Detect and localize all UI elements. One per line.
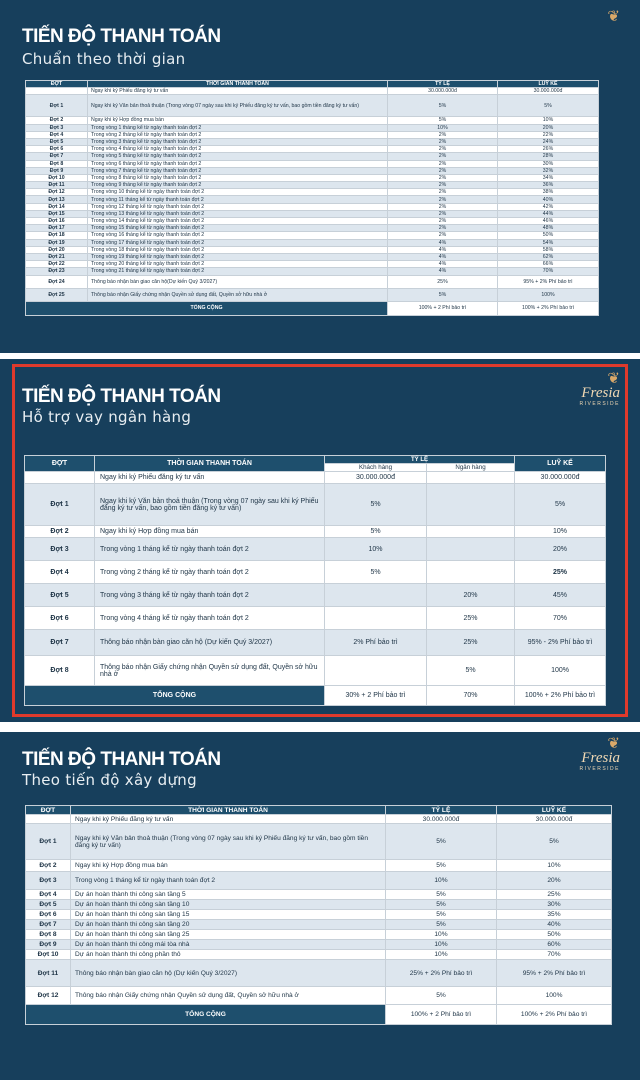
cell-rate: 10% — [386, 872, 497, 890]
cell-rate: 2% — [388, 160, 498, 167]
cell-time: Trong vòng 12 tháng kể từ ngày thanh toán đợt 2 — [88, 203, 388, 210]
table-row — [26, 860, 612, 872]
total-bank: 70% — [427, 686, 515, 706]
cell-rate: 5% — [386, 920, 497, 930]
table-row — [26, 920, 612, 930]
cell-time: Trong vòng 9 tháng kể từ ngày thanh toán đợt 2 — [88, 182, 388, 189]
cell-cumulative: 10% — [498, 117, 599, 124]
cell-rate: 5% — [386, 860, 497, 872]
cell-rate: 4% — [388, 239, 498, 246]
cell-customer: 30.000.000đ — [325, 472, 427, 484]
table-row — [26, 131, 599, 138]
table-row — [26, 210, 599, 217]
cell-time: Thông báo nhận Giấy chứng nhận Quyền sử dụng đất, Quyền sở hữu nhà ở — [71, 987, 386, 1005]
cell-dot: Đợt 6 — [26, 910, 71, 920]
cell-dot: Đợt 17 — [26, 225, 88, 232]
table-row — [26, 189, 599, 196]
section1-subtitle: Chuẩn theo thời gian — [22, 50, 186, 68]
table-row — [26, 95, 599, 117]
table-row — [26, 160, 599, 167]
table-row — [26, 987, 612, 1005]
cell-time: Dự án hoàn thành thi công phần thô — [71, 950, 386, 960]
cell-cumulative: 34% — [498, 174, 599, 181]
cell-cumulative: 5% — [515, 484, 606, 526]
table-row — [26, 950, 612, 960]
section-time-based — [0, 0, 640, 350]
cell-rate: 30.000.000đ — [386, 815, 497, 824]
cell-dot: Đợt 10 — [26, 174, 88, 181]
cell-cumulative: 54% — [498, 239, 599, 246]
cell-cumulative: 38% — [498, 189, 599, 196]
cell-time: Trong vòng 11 tháng kể từ ngày thanh toán đợt 2 — [88, 196, 388, 203]
cell-dot: Đợt 11 — [26, 960, 71, 987]
cell-rate: 4% — [388, 268, 498, 275]
table-row — [26, 203, 599, 210]
table-row — [26, 253, 599, 260]
table-row — [26, 174, 599, 181]
cell-time: Thông báo nhận bàn giao căn hộ (Dự kiến Quý 3/2027) — [95, 630, 325, 656]
cell-rate: 30.000.000đ — [388, 88, 498, 95]
cell-rate: 2% — [388, 210, 498, 217]
cell-cumulative: 50% — [498, 232, 599, 239]
cell-time: Ngay khi ký Văn bản thoả thuận (Trong vòng 07 ngày sau khi ký Phiếu đăng ký tư vấn, bao gồm tiền đăng ký tư vấn) — [71, 824, 386, 860]
total-cumulative: 100% + 2% Phí bảo trì — [498, 301, 599, 315]
cell-dot: Đợt 25 — [26, 288, 88, 301]
col-header-cumulative: LUỸ KẾ — [498, 81, 599, 88]
cell-dot: Đợt 22 — [26, 261, 88, 268]
cell-rate: 10% — [388, 124, 498, 131]
table-row — [26, 890, 612, 900]
brand-logo-icon: ❦ — [607, 8, 620, 25]
col-header-time: THỜI GIAN THANH TOÁN — [71, 806, 386, 815]
table-row — [26, 261, 599, 268]
cell-cumulative: 5% — [498, 95, 599, 117]
cell-rate: 5% — [386, 900, 497, 910]
cell-dot: Đợt 15 — [26, 210, 88, 217]
table-row — [26, 167, 599, 174]
cell-cumulative: 24% — [498, 138, 599, 145]
cell-cumulative: 66% — [498, 261, 599, 268]
cell-time: Trong vòng 3 tháng kể từ ngày thanh toán đợt 2 — [95, 584, 325, 607]
col-header-time: THỜI GIAN THANH TOÁN — [88, 81, 388, 88]
cell-cumulative: 25% — [497, 890, 612, 900]
cell-cumulative: 30% — [498, 160, 599, 167]
cell-rate: 4% — [388, 253, 498, 260]
cell-time: Trong vòng 1 tháng kể từ ngày thanh toán đợt 2 — [95, 538, 325, 561]
cell-time: Trong vòng 4 tháng kể từ ngày thanh toán đợt 2 — [95, 607, 325, 630]
cell-dot — [26, 815, 71, 824]
cell-rate: 10% — [386, 940, 497, 950]
cell-cumulative: 100% — [515, 656, 606, 686]
cell-rate: 5% — [386, 890, 497, 900]
cell-time: Trong vòng 16 tháng kể từ ngày thanh toán đợt 2 — [88, 232, 388, 239]
cell-rate: 2% — [388, 196, 498, 203]
table-row — [26, 288, 599, 301]
cell-cumulative: 28% — [498, 153, 599, 160]
cell-rate: 5% — [388, 117, 498, 124]
table-row — [26, 239, 599, 246]
cell-rate: 2% — [388, 146, 498, 153]
cell-rate: 5% — [388, 95, 498, 117]
cell-cumulative: 30.000.000đ — [497, 815, 612, 824]
cell-dot: Đợt 16 — [26, 218, 88, 225]
cell-cumulative: 40% — [498, 196, 599, 203]
cell-dot: Đợt 2 — [26, 117, 88, 124]
cell-time: Ngay khi ký Văn bản thoả thuận (Trong vòng 07 ngày sau khi ký Phiếu đăng ký tư vấn, bao gồm tiền đăng ký tư vấn) — [95, 484, 325, 526]
cell-time: Ngay khi ký Hợp đồng mua bán — [95, 526, 325, 538]
cell-time: Thông báo nhận Giấy chứng nhận Quyền sử dụng đất, Quyền sở hữu nhà ở — [88, 288, 388, 301]
col-header-rate: TỶ LỆ — [388, 81, 498, 88]
cell-rate: 25% + 2% Phí bảo trì — [386, 960, 497, 987]
table-row — [26, 268, 599, 275]
cell-time: Trong vòng 14 tháng kể từ ngày thanh toán đợt 2 — [88, 218, 388, 225]
total-rate: 100% + 2 Phí bảo trì — [388, 301, 498, 315]
total-rate: 100% + 2 Phí bảo trì — [386, 1005, 497, 1025]
cell-customer: 5% — [325, 526, 427, 538]
payment-table-construction — [25, 805, 612, 1025]
cell-dot — [26, 88, 88, 95]
cell-time: Dự án hoàn thành thi công sàn tầng 10 — [71, 900, 386, 910]
table-row — [26, 824, 612, 860]
cell-dot: Đợt 19 — [26, 239, 88, 246]
cell-cumulative: 32% — [498, 167, 599, 174]
cell-dot: Đợt 23 — [26, 268, 88, 275]
cell-dot: Đợt 3 — [26, 124, 88, 131]
col-header-cumulative: LUỸ KẾ — [497, 806, 612, 815]
table-row — [26, 146, 599, 153]
cell-cumulative: 35% — [497, 910, 612, 920]
cell-cumulative: 100% — [498, 288, 599, 301]
table-row — [26, 910, 612, 920]
cell-time: Trong vòng 19 tháng kể từ ngày thanh toán đợt 2 — [88, 253, 388, 260]
cell-dot: Đợt 5 — [25, 584, 95, 607]
highlight-frame — [12, 364, 628, 717]
cell-rate: 2% — [388, 232, 498, 239]
divider — [0, 353, 640, 359]
table-row — [26, 930, 612, 940]
section3-title: TIẾN ĐỘ THANH TOÁN — [22, 749, 221, 770]
col-header-cumulative: LUỸ KẾ — [515, 456, 606, 472]
cell-rate: 5% — [386, 987, 497, 1005]
cell-bank: 20% — [427, 584, 515, 607]
cell-dot: Đợt 5 — [26, 900, 71, 910]
cell-dot: Đợt 7 — [26, 153, 88, 160]
cell-dot: Đợt 24 — [26, 275, 88, 288]
brand-logo: ❦ Fresia RIVERSIDE — [572, 737, 620, 772]
cell-time: Trong vòng 10 tháng kể từ ngày thanh toán đợt 2 — [88, 189, 388, 196]
cell-dot: Đợt 3 — [26, 872, 71, 890]
cell-time: Ngay khi ký Hợp đồng mua bán — [71, 860, 386, 872]
brand-logo: ❦ Fresia RIVERSIDE — [575, 372, 620, 407]
cell-time: Trong vòng 3 tháng kể từ ngày thanh toán đợt 2 — [88, 138, 388, 145]
table-row — [26, 138, 599, 145]
cell-dot: Đợt 12 — [26, 189, 88, 196]
col-header-dot: ĐỢT — [26, 806, 71, 815]
cell-cumulative: 30% — [497, 900, 612, 910]
table-row — [26, 900, 612, 910]
cell-bank: 25% — [427, 630, 515, 656]
cell-cumulative: 20% — [515, 538, 606, 561]
section3-subtitle: Theo tiến độ xây dựng — [22, 771, 197, 789]
cell-dot: Đợt 6 — [25, 607, 95, 630]
table-row — [26, 940, 612, 950]
cell-cumulative: 58% — [498, 246, 599, 253]
cell-dot: Đợt 10 — [26, 950, 71, 960]
cell-cumulative: 40% — [497, 920, 612, 930]
section-construction — [0, 735, 640, 1080]
cell-time: Trong vòng 1 tháng kể từ ngày thanh toán đợt 2 — [71, 872, 386, 890]
cell-dot: Đợt 7 — [26, 920, 71, 930]
cell-time: Ngay khi ký Phiếu đăng ký tư vấn — [71, 815, 386, 824]
cell-time: Dự án hoàn thành thi công sàn tầng 5 — [71, 890, 386, 900]
cell-rate: 25% — [388, 275, 498, 288]
cell-time: Trong vòng 8 tháng kể từ ngày thanh toán đợt 2 — [88, 174, 388, 181]
cell-time: Trong vòng 21 tháng kể từ ngày thanh toán đợt 2 — [88, 268, 388, 275]
cell-dot: Đợt 8 — [25, 656, 95, 686]
cell-bank: 25% — [427, 607, 515, 630]
cell-customer: 2% Phí bảo trì — [325, 630, 427, 656]
cell-dot: Đợt 2 — [25, 526, 95, 538]
cell-cumulative: 44% — [498, 210, 599, 217]
cell-time: Thông báo nhận bàn giao căn hộ (Dự kiến Quý 3/2027) — [71, 960, 386, 987]
cell-dot: Đợt 18 — [26, 232, 88, 239]
cell-time: Thông báo nhận Giấy chứng nhận Quyền sử dụng đất, Quyền sở hữu nhà ở — [95, 656, 325, 686]
cell-cumulative: 45% — [515, 584, 606, 607]
cell-dot: Đợt 9 — [26, 940, 71, 950]
cell-time: Trong vòng 2 tháng kể từ ngày thanh toán đợt 2 — [88, 131, 388, 138]
cell-rate: 5% — [388, 288, 498, 301]
table-row — [26, 153, 599, 160]
cell-time: Trong vòng 4 tháng kể từ ngày thanh toán đợt 2 — [88, 146, 388, 153]
cell-cumulative: 25% — [515, 561, 606, 584]
cell-cumulative: 26% — [498, 146, 599, 153]
cell-dot: Đợt 4 — [26, 131, 88, 138]
cell-time: Ngay khi ký Phiếu đăng ký tư vấn — [95, 472, 325, 484]
cell-cumulative: 95% + 2% Phí bảo trì — [497, 960, 612, 987]
cell-rate: 2% — [388, 182, 498, 189]
cell-rate: 10% — [386, 930, 497, 940]
cell-dot: Đợt 8 — [26, 160, 88, 167]
cell-cumulative: 10% — [497, 860, 612, 872]
cell-cumulative: 100% — [497, 987, 612, 1005]
cell-rate: 2% — [388, 153, 498, 160]
cell-rate: 2% — [388, 203, 498, 210]
cell-time: Dự án hoàn thành thi công mái tòa nhà — [71, 940, 386, 950]
table-row — [26, 275, 599, 288]
total-customer: 30% + 2 Phí bảo trì — [325, 686, 427, 706]
cell-dot: Đợt 11 — [26, 182, 88, 189]
cell-cumulative: 70% — [498, 268, 599, 275]
cell-cumulative: 5% — [497, 824, 612, 860]
table-row — [26, 218, 599, 225]
cell-time: Thông báo nhận bàn giao căn hộ(Dự kiến Quý 3/2027) — [88, 275, 388, 288]
table-row — [26, 88, 599, 95]
cell-time: Trong vòng 15 tháng kể từ ngày thanh toán đợt 2 — [88, 225, 388, 232]
table-row — [26, 246, 599, 253]
cell-dot: Đợt 21 — [26, 253, 88, 260]
cell-cumulative: 36% — [498, 182, 599, 189]
cell-time: Trong vòng 1 tháng kể từ ngày thanh toán đợt 2 — [88, 124, 388, 131]
cell-time: Dự án hoàn thành thi công sàn tầng 15 — [71, 910, 386, 920]
total-label: TỔNG CỘNG — [25, 686, 325, 706]
cell-rate: 2% — [388, 167, 498, 174]
cell-cumulative: 70% — [515, 607, 606, 630]
total-label: TỔNG CỘNG — [26, 301, 388, 315]
col-header-customer: Khách hàng — [325, 464, 427, 472]
section2-subtitle: Hỗ trợ vay ngân hàng — [22, 408, 192, 426]
cell-cumulative: 20% — [497, 872, 612, 890]
total-label: TỔNG CỘNG — [26, 1005, 386, 1025]
cell-time: Ngay khi ký Phiếu đăng ký tư vấn — [88, 88, 388, 95]
cell-rate: 2% — [388, 225, 498, 232]
cell-time: Trong vòng 7 tháng kể từ ngày thanh toán đợt 2 — [88, 167, 388, 174]
table-row — [26, 182, 599, 189]
cell-time: Trong vòng 18 tháng kể từ ngày thanh toán đợt 2 — [88, 246, 388, 253]
flower-icon: ❦ — [607, 735, 620, 752]
col-header-dot: ĐỢT — [25, 456, 95, 472]
cell-time: Trong vòng 13 tháng kể từ ngày thanh toán đợt 2 — [88, 210, 388, 217]
col-header-bank: Ngân hàng — [427, 464, 515, 472]
cell-rate: 2% — [388, 138, 498, 145]
total-cumulative: 100% + 2% Phí bảo trì — [497, 1005, 612, 1025]
cell-time: Trong vòng 17 tháng kể từ ngày thanh toán đợt 2 — [88, 239, 388, 246]
cell-rate: 2% — [388, 131, 498, 138]
cell-cumulative: 70% — [497, 950, 612, 960]
table-row — [26, 117, 599, 124]
cell-dot: Đợt 1 — [26, 824, 71, 860]
payment-table-time — [25, 80, 599, 316]
cell-dot: Đợt 3 — [25, 538, 95, 561]
cell-rate: 2% — [388, 218, 498, 225]
total-cumulative: 100% + 2% Phí bảo trì — [515, 686, 606, 706]
cell-cumulative: 50% — [497, 930, 612, 940]
cell-time: Trong vòng 5 tháng kể từ ngày thanh toán đợt 2 — [88, 153, 388, 160]
cell-cumulative: 46% — [498, 218, 599, 225]
cell-rate: 5% — [386, 824, 497, 860]
cell-dot: Đợt 1 — [25, 484, 95, 526]
cell-cumulative: 95% - 2% Phí bảo trì — [515, 630, 606, 656]
cell-dot: Đợt 14 — [26, 203, 88, 210]
col-header-rate: TỶ LỆ — [325, 456, 515, 464]
table-row — [26, 815, 612, 824]
cell-rate: 2% — [388, 174, 498, 181]
cell-dot: Đợt 5 — [26, 138, 88, 145]
cell-cumulative: 30.000.000đ — [515, 472, 606, 484]
cell-dot: Đợt 6 — [26, 146, 88, 153]
cell-time: Ngay khi ký Hợp đồng mua bán — [88, 117, 388, 124]
cell-dot: Đợt 7 — [25, 630, 95, 656]
cell-dot: Đợt 8 — [26, 930, 71, 940]
cell-dot: Đợt 4 — [26, 890, 71, 900]
total-row — [26, 1005, 612, 1025]
section2-title: TIẾN ĐỘ THANH TOÁN — [22, 386, 221, 407]
flower-icon: ❦ — [607, 370, 620, 387]
col-header-dot: ĐỢT — [26, 81, 88, 88]
cell-dot: Đợt 13 — [26, 196, 88, 203]
cell-cumulative: 62% — [498, 253, 599, 260]
cell-time: Dự án hoàn thành thi công sàn tầng 25 — [71, 930, 386, 940]
col-header-rate: TỶ LỆ — [386, 806, 497, 815]
cell-customer: 5% — [325, 561, 427, 584]
cell-cumulative: 22% — [498, 131, 599, 138]
cell-bank: 5% — [427, 656, 515, 686]
cell-cumulative: 10% — [515, 526, 606, 538]
cell-customer: 10% — [325, 538, 427, 561]
table-row — [26, 225, 599, 232]
cell-rate: 10% — [386, 950, 497, 960]
cell-dot: Đợt 1 — [26, 95, 88, 117]
cell-rate: 2% — [388, 189, 498, 196]
divider — [0, 722, 640, 732]
cell-dot: Đợt 12 — [26, 987, 71, 1005]
cell-rate: 4% — [388, 246, 498, 253]
cell-cumulative: 60% — [497, 940, 612, 950]
cell-time: Trong vòng 2 tháng kể từ ngày thanh toán đợt 2 — [95, 561, 325, 584]
cell-dot: Đợt 9 — [26, 167, 88, 174]
cell-dot: Đợt 2 — [26, 860, 71, 872]
total-row — [26, 301, 599, 315]
table-row — [26, 124, 599, 131]
cell-dot: Đợt 20 — [26, 246, 88, 253]
section1-title: TIẾN ĐỘ THANH TOÁN — [22, 26, 221, 47]
cell-cumulative: 20% — [498, 124, 599, 131]
cell-cumulative: 30.000.000đ — [498, 88, 599, 95]
table-row — [26, 232, 599, 239]
table-row — [26, 196, 599, 203]
cell-cumulative: 48% — [498, 225, 599, 232]
table-row — [26, 960, 612, 987]
cell-rate: 5% — [386, 910, 497, 920]
cell-dot: Đợt 4 — [25, 561, 95, 584]
cell-cumulative: 42% — [498, 203, 599, 210]
cell-rate: 4% — [388, 261, 498, 268]
cell-time: Trong vòng 20 tháng kể từ ngày thanh toán đợt 2 — [88, 261, 388, 268]
table-row — [26, 872, 612, 890]
cell-cumulative: 95% + 2% Phí bảo trì — [498, 275, 599, 288]
col-header-time: THỜI GIAN THANH TOÁN — [95, 456, 325, 472]
cell-customer: 5% — [325, 484, 427, 526]
cell-time: Dự án hoàn thành thi công sàn tầng 20 — [71, 920, 386, 930]
cell-time: Ngay khi ký Văn bản thoả thuận (Trong vòng 07 ngày sau khi ký Phiếu đăng ký tư vấn, bao gồm tiền đăng ký tư vấn) — [88, 95, 388, 117]
cell-time: Trong vòng 6 tháng kể từ ngày thanh toán đợt 2 — [88, 160, 388, 167]
